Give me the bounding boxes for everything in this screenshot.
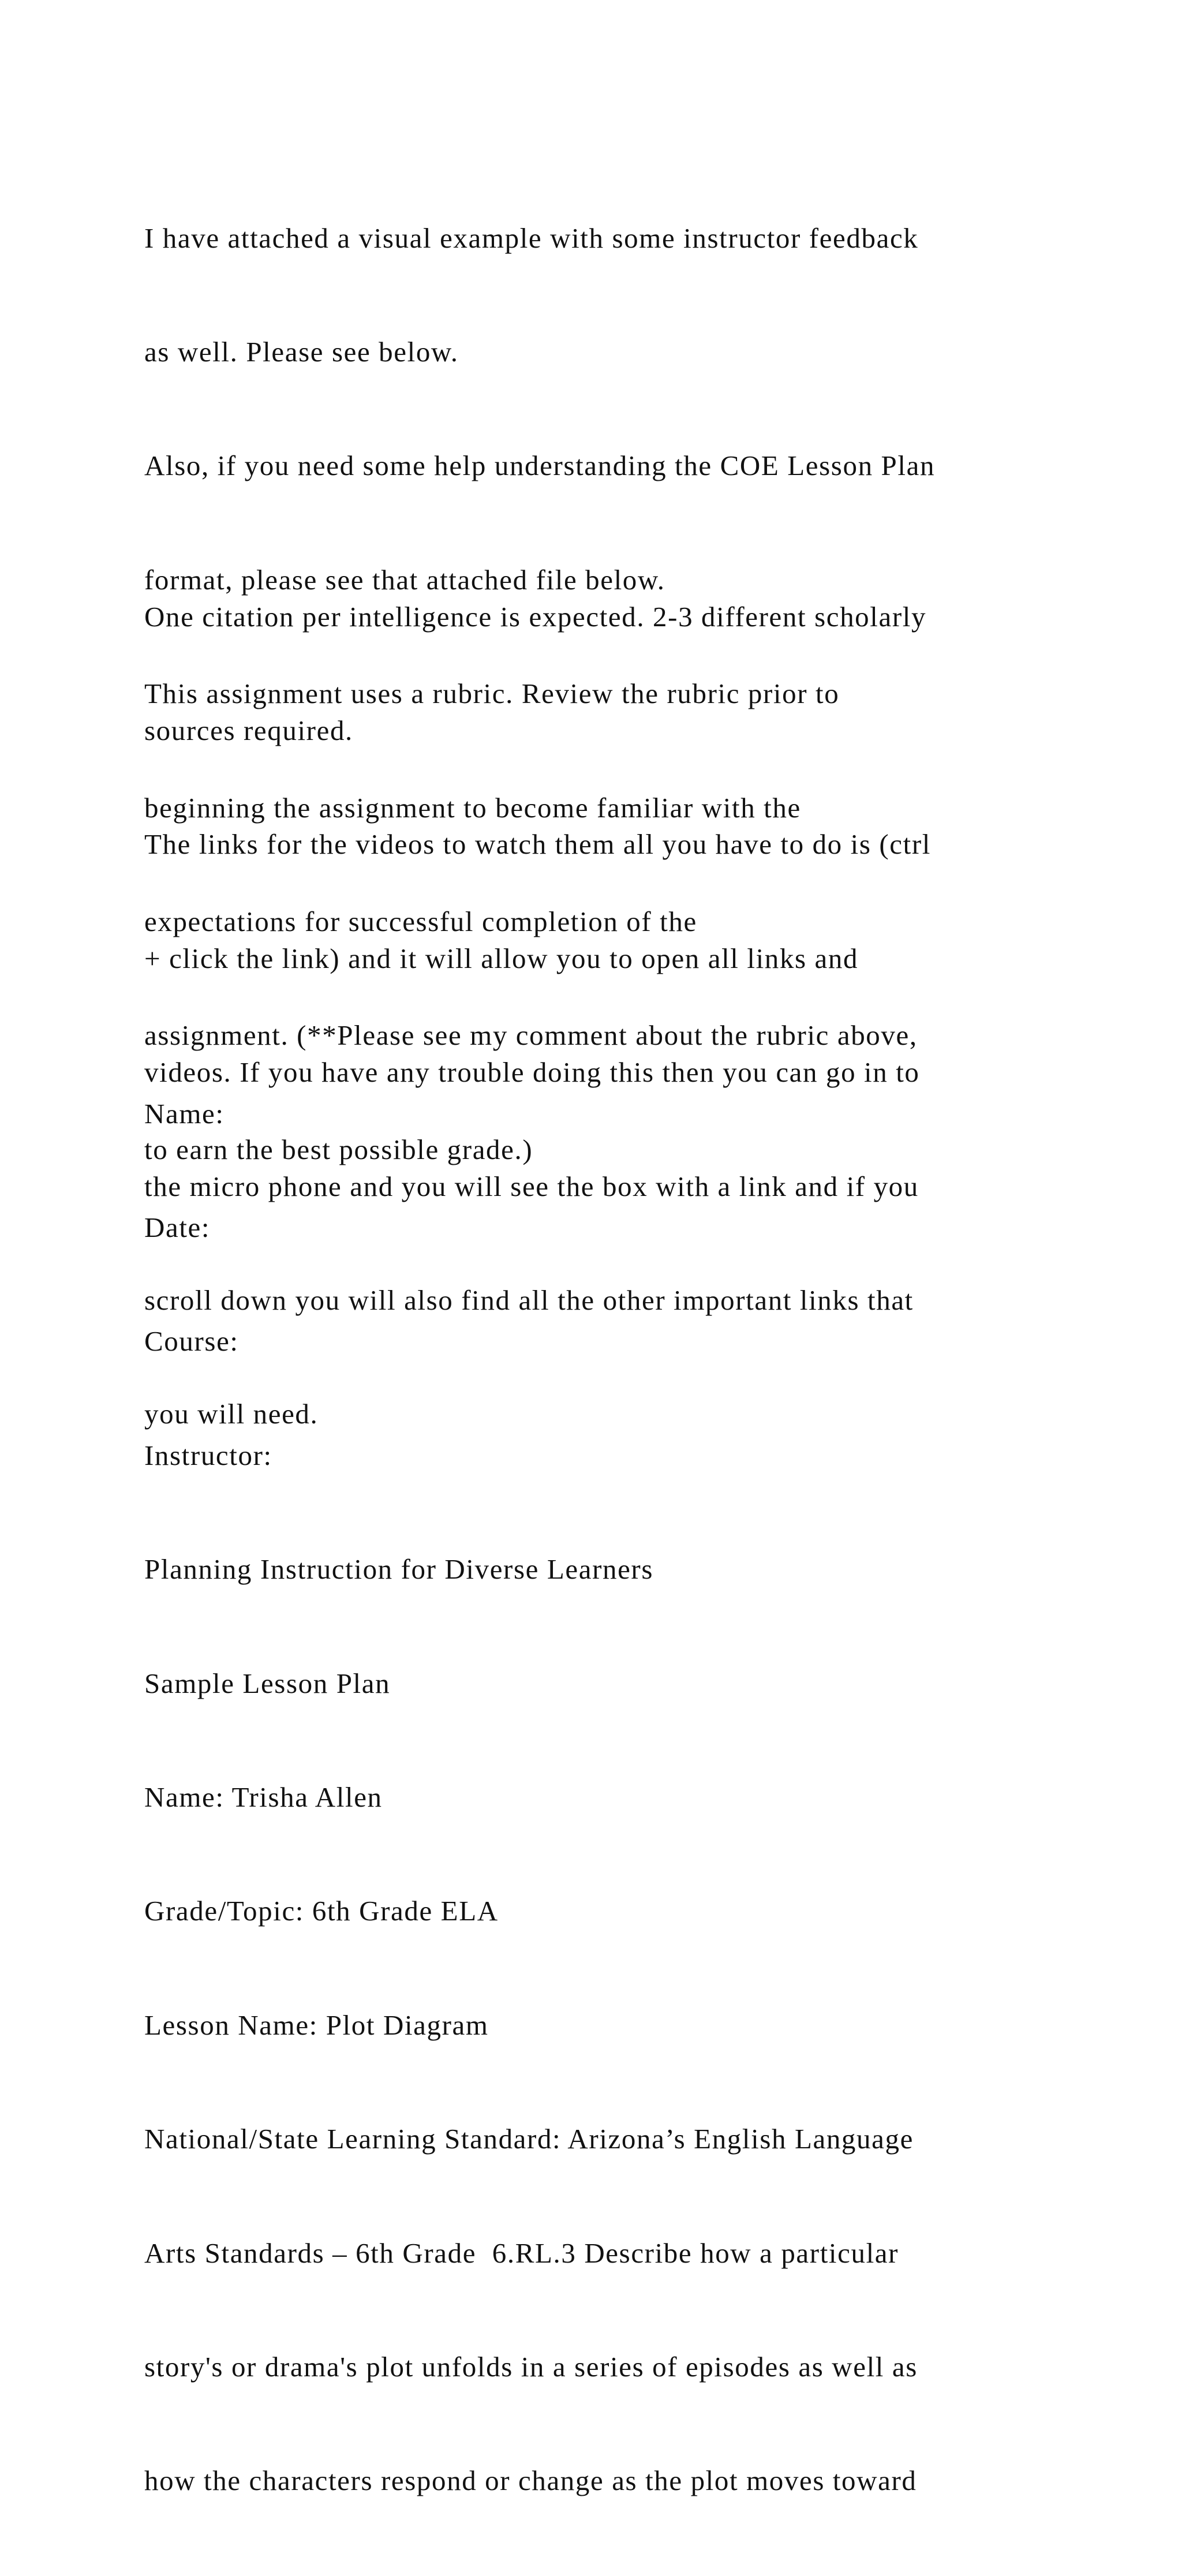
lesson-plan-title: Planning Instruction for Diverse Learners bbox=[144, 1553, 654, 1586]
name-field-label: Name: bbox=[144, 1097, 225, 1130]
text-line: scroll down you will also find all the other important links that bbox=[144, 1284, 914, 1316]
text-line: assignment. (**Please see my comment about the rubric above, bbox=[144, 1019, 918, 1052]
learning-standard: how the characters respond or change as the plot moves toward bbox=[144, 2465, 917, 2497]
course-field-label: Course: bbox=[144, 1325, 239, 1358]
date-field-label: Date: bbox=[144, 1211, 211, 1243]
text-line: The links for the videos to watch them all you have to do is (ctrl bbox=[144, 828, 931, 861]
learning-standard: National/State Learning Standard: Arizona’s English Language bbox=[144, 2123, 914, 2155]
learning-standard: Arts Standards – 6th Grade 6.RL.3 Describe how a particular bbox=[144, 2237, 899, 2269]
text-line: the micro phone and you will see the box with a link and if you bbox=[144, 1170, 919, 1202]
student-name: Name: Trisha Allen bbox=[144, 1781, 383, 1813]
text-line: + click the link) and it will allow you to open all links and bbox=[144, 942, 859, 974]
text-line: beginning the assignment to become familiar with the bbox=[144, 791, 801, 824]
lesson-name: Lesson Name: Plot Diagram bbox=[144, 2009, 489, 2041]
instructor-field-label: Instructor: bbox=[144, 1439, 272, 1471]
text-line: expectations for successful completion of the bbox=[144, 905, 697, 937]
text-line: I have attached a visual example with some instructor feedback bbox=[144, 222, 919, 254]
text-line: sources required. bbox=[144, 714, 353, 746]
lesson-plan-subtitle: Sample Lesson Plan bbox=[144, 1667, 391, 1699]
lesson-plan-section bbox=[144, 1019, 1125, 2576]
text-line: you will need. bbox=[144, 1398, 319, 1430]
text-line: as well. Please see below. bbox=[144, 335, 459, 368]
text-line: to earn the best possible grade.) bbox=[144, 1133, 533, 1165]
learning-standard: story's or drama's plot unfolds in a series of episodes as well as bbox=[144, 2350, 918, 2383]
text-line: format, please see that attached file below. bbox=[144, 563, 665, 596]
text-line: One citation per intelligence is expected. 2-3 different scholarly bbox=[144, 600, 927, 633]
grade-topic: Grade/Topic: 6th Grade ELA bbox=[144, 1895, 499, 1927]
text-line: Also, if you need some help understanding the COE Lesson Plan bbox=[144, 450, 936, 482]
text-line: This assignment uses a rubric. Review the rubric prior to bbox=[144, 678, 840, 710]
text-line: videos. If you have any trouble doing this then you can go in to bbox=[144, 1056, 920, 1089]
